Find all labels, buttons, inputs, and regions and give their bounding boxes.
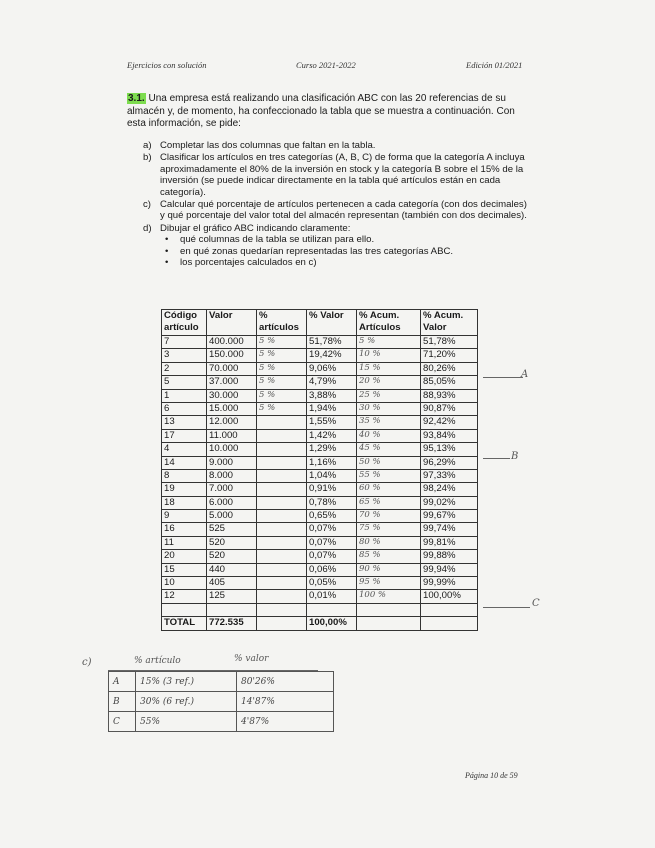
table-row [162,536,478,549]
mark-c-line [483,607,530,608]
table-cell [257,550,307,563]
bullet-text: en qué zonas quedarían representadas las tres categorías ABC. [180,245,454,257]
table-cell: 99,02% [421,496,478,509]
answer-row [109,692,334,712]
table-cell: 150.000 [207,349,257,362]
table-cell: 1,29% [307,443,357,456]
task-letter: c) [143,199,151,211]
table-cell [257,536,307,549]
table-cell: 98,24% [421,483,478,496]
table-cell: 51,78% [421,336,478,349]
header-codigo: Código artículo [162,310,207,336]
table-cell: 11.000 [207,429,257,442]
table-cell: 5 [162,376,207,389]
task-d-bullets [160,234,533,268]
table-cell: 9 [162,510,207,523]
header-acum-valor: % Acum. Valor [421,310,478,336]
table-header-row [162,310,478,336]
exercise-number: 3.1. [128,93,145,104]
table-cell: 525 [207,523,257,536]
table-cell: 1,16% [307,456,357,469]
table-cell: 15 % [357,362,421,375]
table-cell: 20 [162,550,207,563]
bullet-text: qué columnas de la tabla se utilizan para ello. [180,234,375,246]
table-cell: 0,91% [307,483,357,496]
table-cell: 8 [162,469,207,482]
mark-b-line [483,458,510,459]
exercise-intro [127,93,532,131]
table-cell: 85 % [357,550,421,563]
table-cell: 99,94% [421,563,478,576]
table-cell: 45 % [357,443,421,456]
header-acum-articulos: % Acum. Artículos [357,310,421,336]
answer-col-valor: % valor [234,654,269,664]
table-cell: 0,07% [307,536,357,549]
answer-table-body [109,672,334,732]
table-cell [257,456,307,469]
table-total-row [162,617,478,630]
task-letter: b) [143,152,152,164]
answer-col-articulo: % artículo [134,656,181,666]
task-list [143,140,533,269]
table-cell: 93,84% [421,429,478,442]
table-cell: 88,93% [421,389,478,402]
table-cell: 75 % [357,523,421,536]
abc-table [161,309,478,631]
table-row [162,483,478,496]
bullet-item [160,257,533,268]
table-cell: 99,99% [421,577,478,590]
table-row [162,469,478,482]
table-row [162,510,478,523]
table-cell: 0,07% [307,523,357,536]
table-cell: 17 [162,429,207,442]
table-cell: 6 [162,402,207,415]
task-text: Dibujar el gráfico ABC indicando claramente: [160,222,351,234]
table-cell [257,563,307,576]
table-cell: 5 % [257,362,307,375]
table-cell: 1,42% [307,429,357,442]
table-cell: 99,74% [421,523,478,536]
table-cell: 99,88% [421,550,478,563]
table-cell: 97,33% [421,469,478,482]
table-cell: 9,06% [307,362,357,375]
table-cell: 19,42% [307,349,357,362]
table-cell: 37.000 [207,376,257,389]
table-cell: 80,26% [421,362,478,375]
table-cell: 70 % [357,510,421,523]
table-cell: 70.000 [207,362,257,375]
table-cell: 100,00% [421,590,478,603]
task-d [143,223,533,269]
table-cell: 5 % [257,389,307,402]
total-value: 772.535 [207,617,257,630]
total-label: TOTAL [162,617,207,630]
task-text: Completar las dos columnas que faltan en la tabla. [160,140,376,151]
table-cell: 1,94% [307,402,357,415]
table-cell [257,469,307,482]
table-row [162,429,478,442]
table-cell: 60 % [357,483,421,496]
answer-cell: B [109,692,136,712]
table-cell: 4 [162,443,207,456]
table-cell: 15 [162,563,207,576]
table-cell: 35 % [357,416,421,429]
table-cell: 12.000 [207,416,257,429]
table-cell: 0,06% [307,563,357,576]
table-cell: 0,01% [307,590,357,603]
table-cell: 6.000 [207,496,257,509]
answer-row [109,712,334,732]
table-cell: 14 [162,456,207,469]
table-row [162,523,478,536]
table-cell [257,510,307,523]
table-cell: 10.000 [207,443,257,456]
table-cell [257,496,307,509]
table-cell: 90,87% [421,402,478,415]
table-cell: 51,78% [307,336,357,349]
table-cell: 0,07% [307,550,357,563]
table-cell [257,590,307,603]
answer-cell: 4'87% [237,712,334,732]
bullet-item [160,246,533,257]
answer-cell: 30% (6 ref.) [136,692,237,712]
header-center: Curso 2021-2022 [296,60,356,70]
exercise-intro-text: Una empresa está realizando una clasificación ABC con las 20 referencias de su almacén y, de momento, ha confeccionado la tabla que se muestra a continuación. Con esta información, se pide: [127,93,515,130]
table-cell: 10 [162,577,207,590]
answer-cell: 80'26% [237,672,334,692]
bullet-item [160,234,533,245]
table-row [162,577,478,590]
answer-cell: A [109,672,136,692]
header-right: Edición 01/2021 [466,60,523,70]
table-cell [257,523,307,536]
table-cell: 7 [162,336,207,349]
bullet-icon: • [165,234,169,246]
table-row [162,349,478,362]
table-cell [257,416,307,429]
table-row [162,336,478,349]
table-cell: 2 [162,362,207,375]
table-cell: 1 [162,389,207,402]
table-cell: 65 % [357,496,421,509]
table-cell: 50 % [357,456,421,469]
table-cell: 7.000 [207,483,257,496]
table-row [162,443,478,456]
table-cell: 95,13% [421,443,478,456]
table-cell: 80 % [357,536,421,549]
mark-a: A [521,369,529,380]
table-cell: 5 % [257,349,307,362]
table-cell: 18 [162,496,207,509]
table-cell: 25 % [357,389,421,402]
table-cell: 440 [207,563,257,576]
table-cell: 1,04% [307,469,357,482]
mark-b: B [511,451,519,462]
task-text: Clasificar los artículos en tres categorías (A, B, C) de forma que la categoría A incluya aproximadamente el 80% de la inversión en stock y la categoría B sobre el 15% de la inversión (se puede indicar directamente en la tabla qué artículos están en cada categoría). [160,152,525,198]
table-cell: 0,05% [307,577,357,590]
table-cell: 15.000 [207,402,257,415]
table-row [162,496,478,509]
table-cell [257,429,307,442]
answer-cell: 55% [136,712,237,732]
table-cell: 71,20% [421,349,478,362]
answer-table [108,671,334,732]
answer-cell: 14'87% [237,692,334,712]
task-letter: a) [143,140,152,151]
table-cell: 520 [207,536,257,549]
table-cell: 95 % [357,577,421,590]
table-cell: 12 [162,590,207,603]
table-cell: 20 % [357,376,421,389]
table-cell: 5 % [257,376,307,389]
header-left: Ejercicios con solución [127,60,207,70]
table-cell: 30 % [357,402,421,415]
table-cell: 99,67% [421,510,478,523]
table-cell: 92,42% [421,416,478,429]
table-row [162,456,478,469]
table-cell: 5 % [257,336,307,349]
mark-c: C [532,598,540,609]
answer-cell: 15% (3 ref.) [136,672,237,692]
table-cell: 85,05% [421,376,478,389]
table-cell: 96,29% [421,456,478,469]
header-pct-articulos: % artículos [257,310,307,336]
header-pct-valor: % Valor [307,310,357,336]
table-row [162,563,478,576]
table-cell: 5 % [257,402,307,415]
table-cell: 16 [162,523,207,536]
answer-row [109,672,334,692]
table-row [162,389,478,402]
table-cell: 5.000 [207,510,257,523]
table-cell: 19 [162,483,207,496]
answer-cell: C [109,712,136,732]
table-cell: 405 [207,577,257,590]
table-row [162,416,478,429]
total-pct: 100,00% [307,617,357,630]
task-text: Calcular qué porcentaje de artículos pertenecen a cada categoría (con dos decimales) y qué porcentaje del valor total del almacén representan (también con dos decimales). [160,199,527,222]
bullet-text: los porcentajes calculados en c) [180,257,317,269]
table-cell: 30.000 [207,389,257,402]
table-cell: 1,55% [307,416,357,429]
table-cell: 0,78% [307,496,357,509]
table-cell: 90 % [357,563,421,576]
header-valor: Valor [207,310,257,336]
table-cell: 125 [207,590,257,603]
bullet-icon: • [165,257,169,269]
table-cell: 99,81% [421,536,478,549]
table-cell: 400.000 [207,336,257,349]
table-cell [257,443,307,456]
table-cell: 9.000 [207,456,257,469]
table-cell [257,577,307,590]
table-cell: 40 % [357,429,421,442]
table-cell: 11 [162,536,207,549]
table-row [162,376,478,389]
table-cell: 8.000 [207,469,257,482]
task-letter: d) [143,222,152,234]
task-b [143,152,533,198]
table-body [162,336,478,604]
table-cell: 0,65% [307,510,357,523]
table-cell: 10 % [357,349,421,362]
mark-a-line [483,377,523,378]
table-blank-row [162,603,478,616]
bullet-icon: • [165,245,169,257]
task-a [143,140,533,151]
task-c [143,199,533,222]
table-cell: 5 % [357,336,421,349]
table-row [162,550,478,563]
table-cell: 4,79% [307,376,357,389]
table-cell: 520 [207,550,257,563]
table-cell: 3 [162,349,207,362]
table-cell: 13 [162,416,207,429]
table-row [162,590,478,603]
table-cell [257,483,307,496]
answer-c-label: c) [82,657,92,668]
page-footer: Página 10 de 59 [465,771,518,780]
table-row [162,362,478,375]
table-cell: 55 % [357,469,421,482]
table-cell: 100 % [357,590,421,603]
table-row [162,402,478,415]
table-cell: 3,88% [307,389,357,402]
